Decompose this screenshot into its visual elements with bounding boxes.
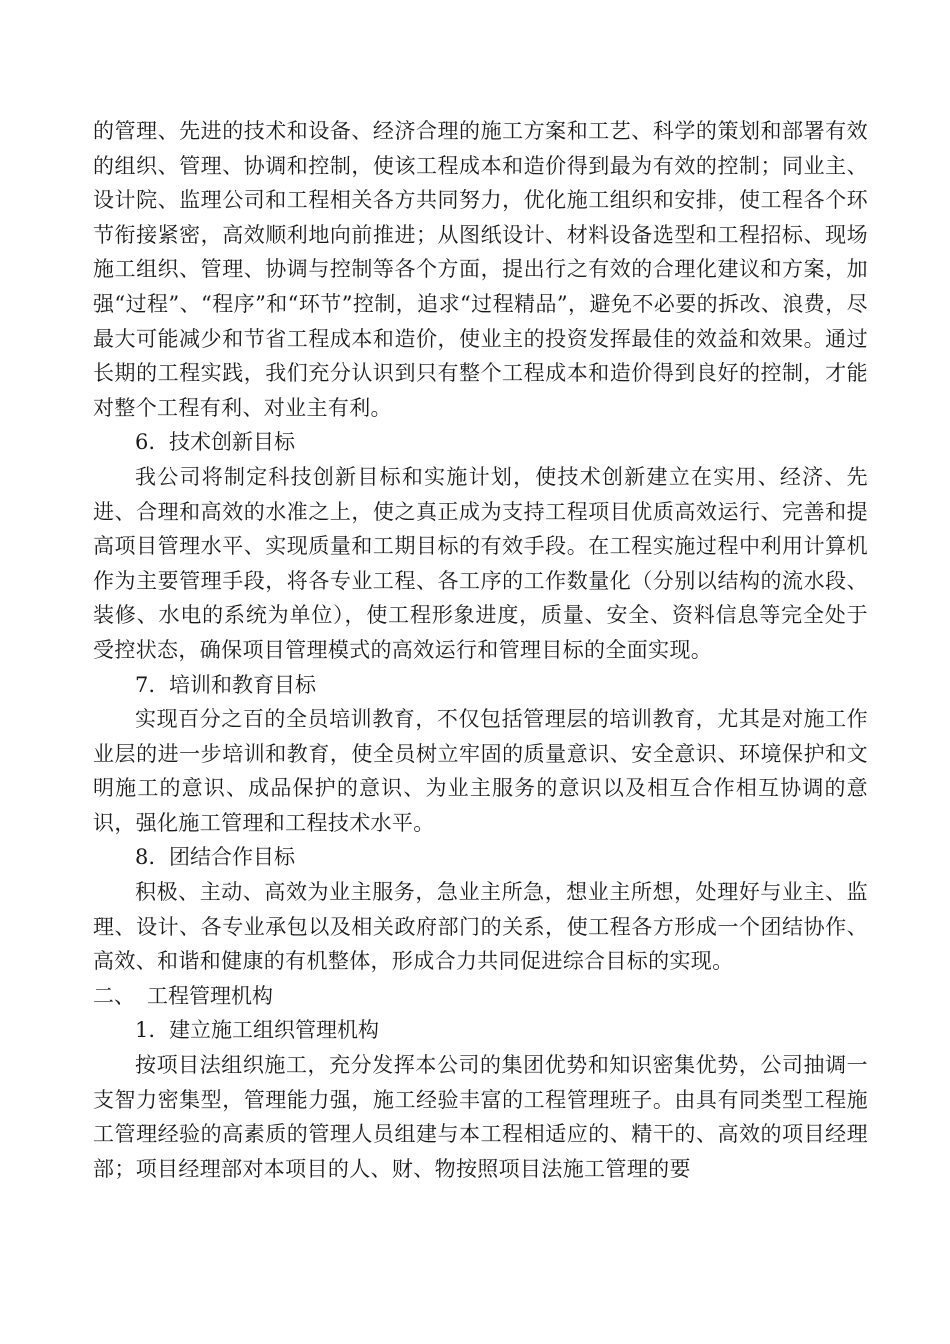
paragraph-cooperation: 积极、主动、高效为业主服务，急业主所急，想业主所想，处理好与业主、监理、设计、各专业承包以及相关政府部门的关系，使工程各方形成一个团结协作、高效、和谐和健康的有机整体，形成合力共同促进综合目标的实现。 — [93, 880, 868, 974]
heading-number: 8. — [135, 845, 156, 870]
heading-title: 建立施工组织管理机构 — [169, 1018, 379, 1043]
paragraph-org-structure: 按项目法组织施工，充分发挥本公司的集团优势和知识密集优势，公司抽调一支智力密集型，管理能力强，施工经验丰富的工程管理班子。由具有同类型工程施工管理经验的高素质的管理人员组建与本工程相适应的、精干的、高效的项目经理部；项目经理部对本项目的人、财、物按照项目法施工管理的要 — [93, 1053, 868, 1181]
heading-number: 7. — [135, 672, 156, 697]
heading-org-structure — [93, 1013, 868, 1048]
section-title: 工程管理机构 — [147, 983, 273, 1008]
heading-number: 1. — [135, 1018, 156, 1043]
paragraph-cost-control: 的管理、先进的技术和设备、经济合理的施工方案和工艺、科学的策划和部署有效的组织、管理、协调和控制，使该工程成本和造价得到最为有效的控制；同业主、设计院、监理公司和工程相关各方共同努力，优化施工组织和安排，使工程各个环节衔接紧密，高效顺利地向前推进；从图纸设计、材料设备选型和工程招标、现场施工组织、管理、协调与控制等各个方面，提出行之有效的合理化建议和方案，加强“过程”、“程序”和“环节”控制，追求“过程精品”，避免不必要的拆改、浪费，尽最大可能减少和节省工程成本和造价，使业主的投资发挥最佳的效益和效果。通过长期的工程实践，我们充分认识到只有整个工程成本和造价得到良好的控制，才能对整个工程有利、对业主有利。 — [93, 119, 868, 420]
paragraph-tech-innovation: 我公司将制定科技创新目标和实施计划，使技术创新建立在实用、经济、先进、合理和高效的水准之上，使之真正成为支持工程项目优质高效运行、完善和提高项目管理水平、实现质量和工期目标的有效手段。在工程实施过程中利用计算机作为主要管理手段，将各专业工程、各工序的工作数量化（分别以结构的流水段、装修、水电的系统为单位），使工程形象进度，质量、安全、资料信息等完全处于受控状态，确保项目管理模式的高效运行和管理目标的全面实现。 — [93, 464, 868, 662]
heading-number: 6. — [135, 430, 156, 455]
document-body — [93, 114, 868, 1186]
heading-training — [93, 668, 868, 703]
paragraph-training: 实现百分之百的全员培训教育，不仅包括管理层的培训教育，尤其是对施工作业层的进一步培训和教育，使全员树立牢固的质量意识、安全意识、环境保护和文明施工的意识、成品保护的意识、为业主服务的意识以及相互合作相互协调的意识，强化施工管理和工程技术水平。 — [93, 707, 868, 835]
section-number: 二、 — [93, 983, 135, 1008]
heading-tech-innovation — [93, 425, 868, 460]
heading-cooperation — [93, 840, 868, 875]
heading-title: 团结合作目标 — [169, 845, 295, 870]
heading-title: 技术创新目标 — [169, 430, 295, 455]
heading-title: 培训和教育目标 — [169, 672, 316, 697]
section-heading-management-org — [93, 979, 868, 1014]
